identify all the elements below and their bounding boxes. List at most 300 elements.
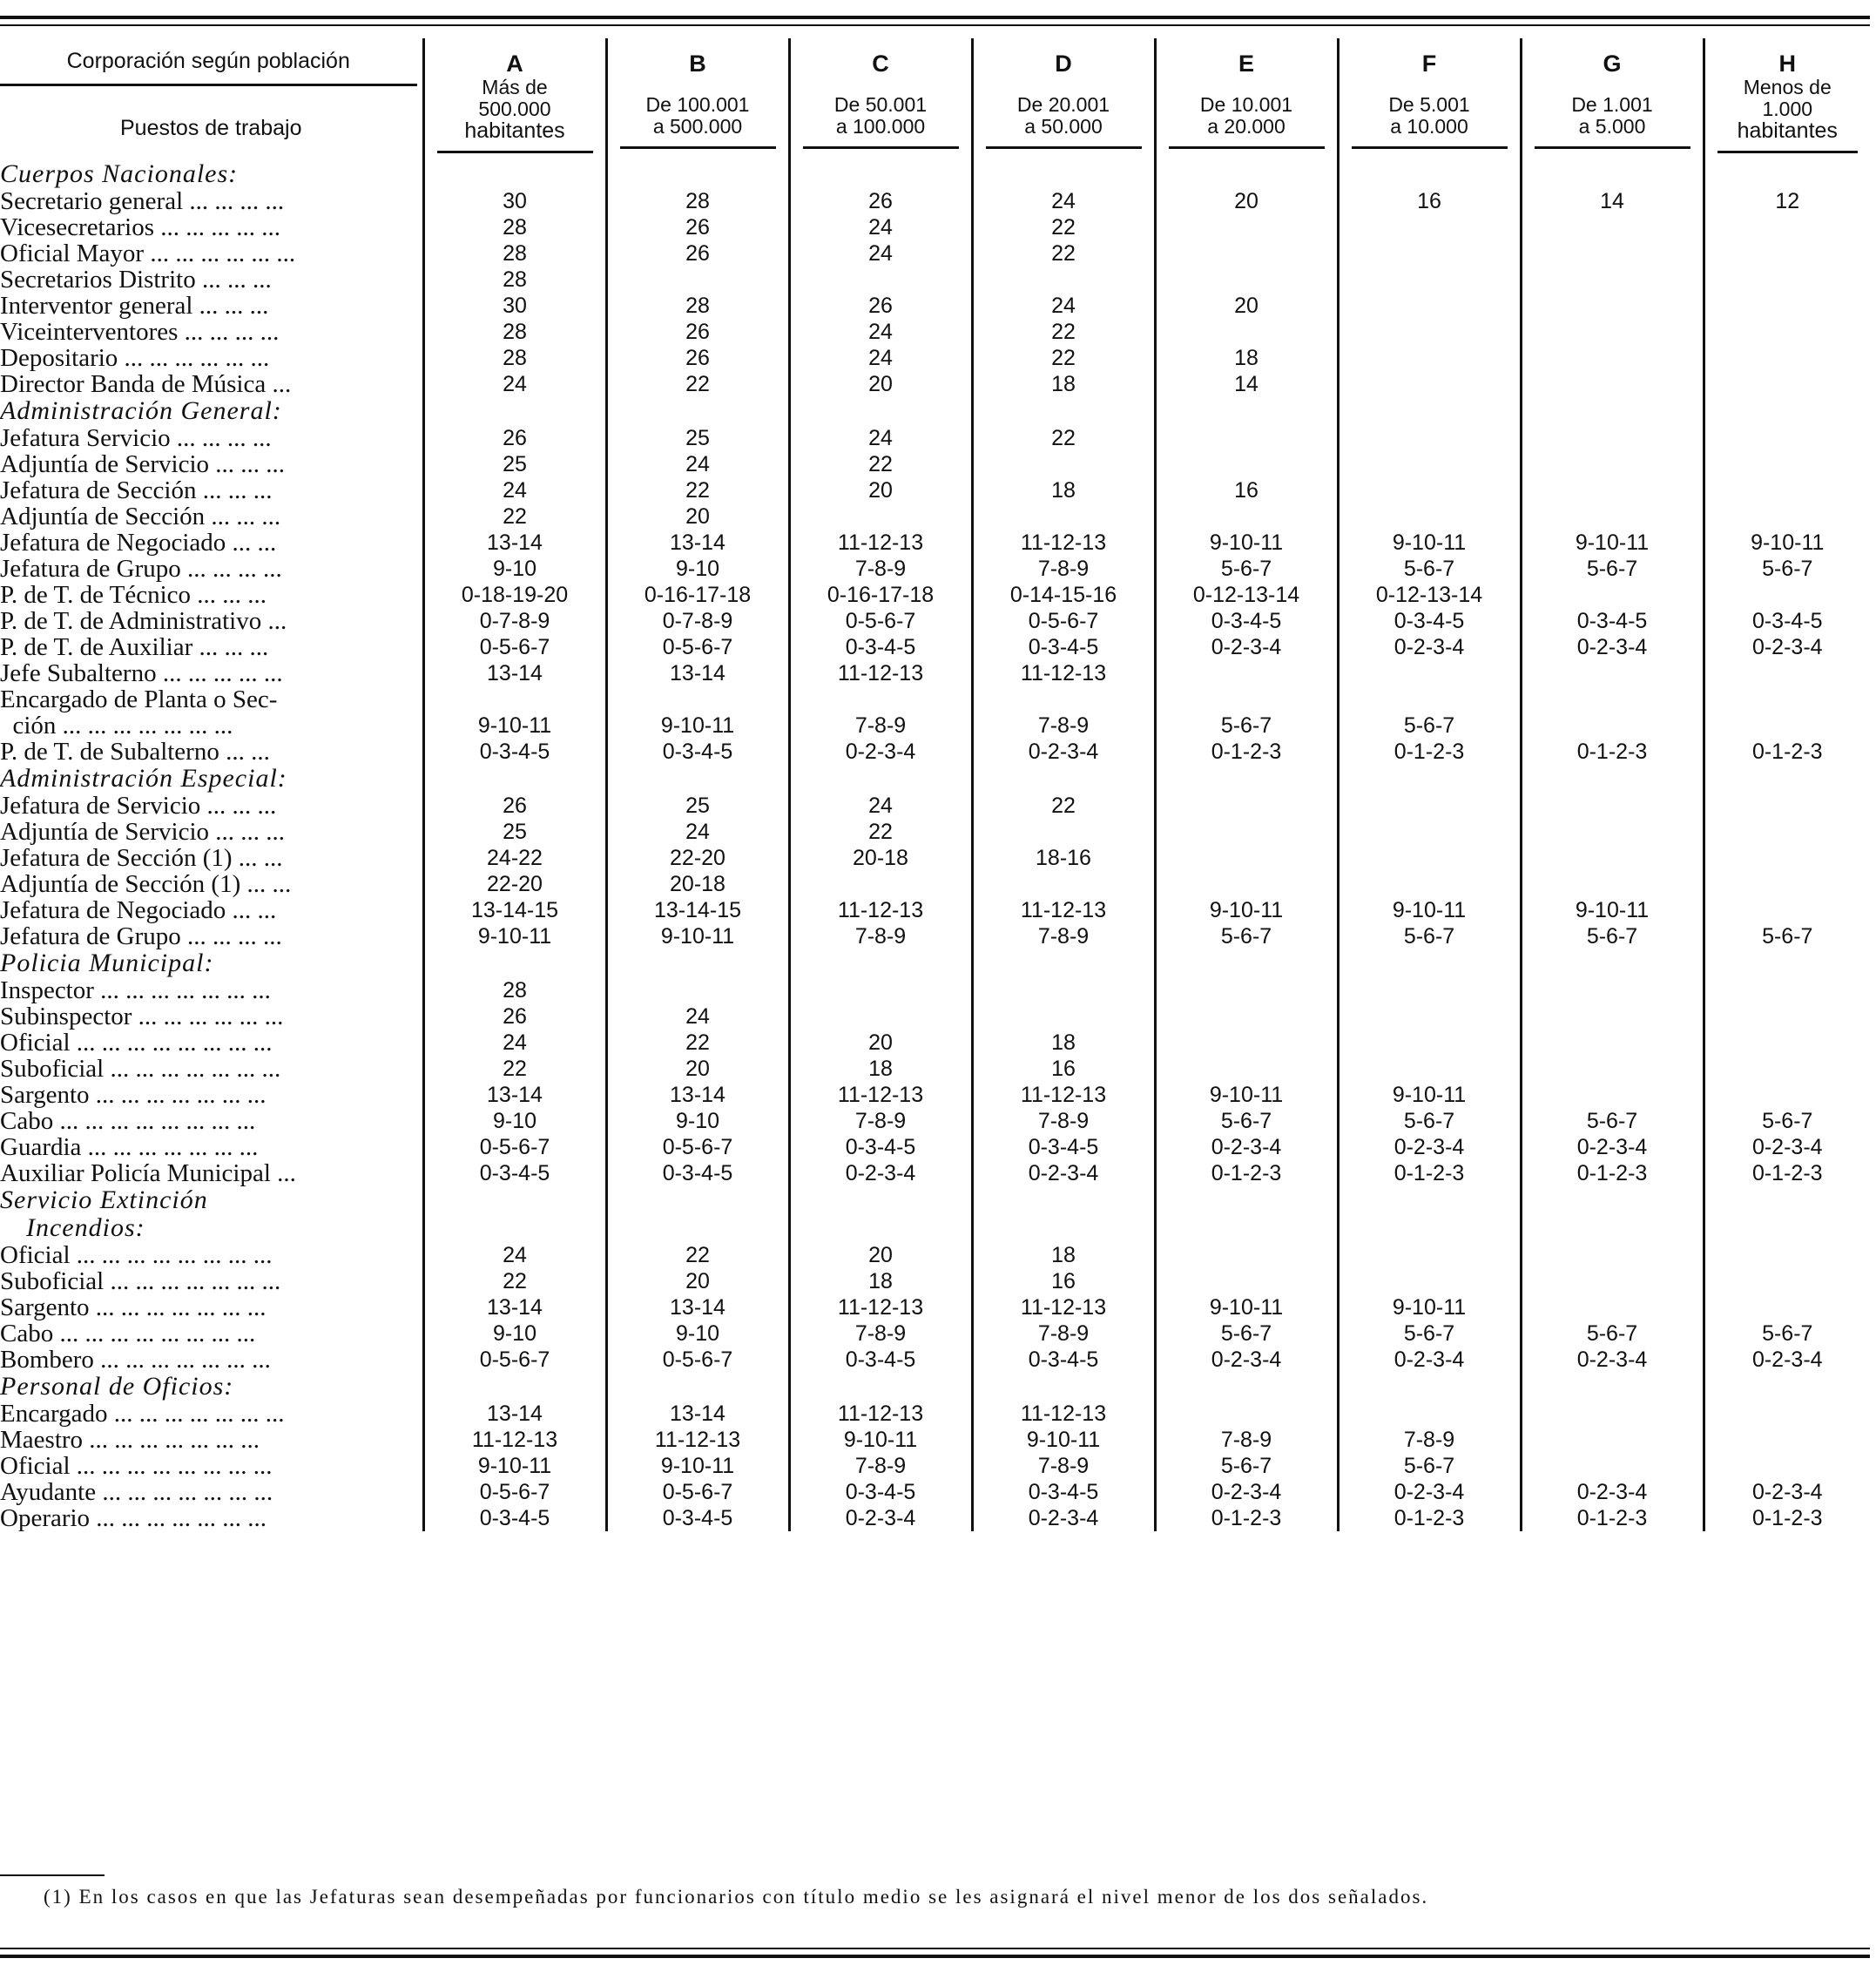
column-range xyxy=(803,94,959,149)
level-cell: 20-18 xyxy=(789,845,972,871)
table-body xyxy=(0,160,1870,1531)
level-cell: 20 xyxy=(789,1242,972,1268)
level-cell xyxy=(1338,319,1521,345)
table-row xyxy=(0,451,1870,477)
column-range-line: De 20.001 xyxy=(1016,93,1110,116)
row-label: Adjuntía de Servicio ... ... ... xyxy=(0,450,286,478)
row-label: Guardia ... ... ... ... ... ... ... xyxy=(0,1133,259,1161)
header-corner-cell xyxy=(0,38,423,160)
section-spacer-cell xyxy=(1338,160,1521,188)
level-cell xyxy=(1521,425,1704,451)
level-cell xyxy=(1338,845,1521,871)
table-row xyxy=(0,1160,1870,1186)
table-row xyxy=(0,739,1870,765)
level-cell: 20 xyxy=(606,1056,789,1082)
level-cell xyxy=(1521,819,1704,845)
section-spacer-cell xyxy=(423,1373,606,1401)
level-cell: 20 xyxy=(606,1268,789,1294)
level-cell: 18 xyxy=(789,1056,972,1082)
level-cell: 28 xyxy=(423,267,606,293)
level-cell: 5-6-7 xyxy=(1521,1320,1704,1347)
level-cell: 28 xyxy=(423,977,606,1003)
level-cell: 13-14 xyxy=(606,1294,789,1320)
section-spacer-cell xyxy=(606,160,789,188)
level-cell xyxy=(1521,1003,1704,1030)
level-cell: 11-12-13 xyxy=(789,897,972,923)
column-letter: H xyxy=(1778,51,1796,77)
table-row xyxy=(0,1003,1870,1030)
level-cell: 28 xyxy=(606,293,789,319)
level-cell: 9-10-11 xyxy=(1521,897,1704,923)
level-cell xyxy=(606,267,789,293)
section-spacer-cell xyxy=(606,949,789,977)
level-cell: 22-20 xyxy=(423,871,606,897)
level-cell: 0-3-4-5 xyxy=(972,1347,1155,1373)
level-cell xyxy=(972,267,1155,293)
level-cell: 20 xyxy=(1155,188,1338,214)
table-row xyxy=(0,1505,1870,1531)
level-cell: 13-14 xyxy=(423,660,606,686)
row-label: Ayudante ... ... ... ... ... ... ... xyxy=(0,1478,273,1506)
level-cell xyxy=(1704,686,1870,712)
level-cell: 0-2-3-4 xyxy=(789,1160,972,1186)
section-spacer-cell xyxy=(1521,397,1704,425)
table-row xyxy=(0,1056,1870,1082)
section-title-text: Cuerpos Nacionales: xyxy=(0,159,239,188)
level-cell: 18 xyxy=(972,477,1155,503)
level-cell xyxy=(1521,1082,1704,1108)
table-row xyxy=(0,712,1870,739)
section-spacer-cell xyxy=(789,765,972,793)
column-header-d xyxy=(972,38,1155,160)
level-cell xyxy=(1155,214,1338,240)
level-cell: 0-2-3-4 xyxy=(972,739,1155,765)
level-cell xyxy=(972,871,1155,897)
level-cell: 9-10-11 xyxy=(606,1453,789,1479)
level-cell xyxy=(1704,1453,1870,1479)
level-cell xyxy=(1338,477,1521,503)
level-cell: 5-6-7 xyxy=(1155,556,1338,582)
level-cell xyxy=(1704,871,1870,897)
level-cell xyxy=(1704,1030,1870,1056)
row-label: P. de T. de Subalterno ... ... xyxy=(0,738,270,766)
level-cell: 0-3-4-5 xyxy=(606,1160,789,1186)
level-cell: 9-10-11 xyxy=(423,712,606,739)
section-spacer-cell xyxy=(423,397,606,425)
level-cell: 22-20 xyxy=(606,845,789,871)
level-cell: 13-14 xyxy=(423,1401,606,1427)
row-label: Maestro ... ... ... ... ... ... ... xyxy=(0,1426,260,1454)
level-cell: 28 xyxy=(423,214,606,240)
level-cell: 0-3-4-5 xyxy=(789,1479,972,1505)
level-cell: 11-12-13 xyxy=(972,1401,1155,1427)
level-cell: 20 xyxy=(606,503,789,530)
level-cell: 0-1-2-3 xyxy=(1704,1160,1870,1186)
level-cell xyxy=(1704,977,1870,1003)
level-cell: 7-8-9 xyxy=(789,1453,972,1479)
level-cell: 0-2-3-4 xyxy=(1155,1134,1338,1160)
level-cell xyxy=(1338,345,1521,371)
level-cell: 0-3-4-5 xyxy=(1338,608,1521,634)
level-cell: 7-8-9 xyxy=(789,1108,972,1134)
section-title-text: Incendios: xyxy=(26,1213,145,1242)
column-header-a xyxy=(423,38,606,160)
level-cell: 7-8-9 xyxy=(789,556,972,582)
level-cell xyxy=(1338,1401,1521,1427)
level-cell: 0-1-2-3 xyxy=(1521,1505,1704,1531)
section-spacer-cell xyxy=(789,1186,972,1242)
column-range-line: a 100.000 xyxy=(835,115,926,138)
row-label: Jefatura de Sección (1) ... ... xyxy=(0,844,283,872)
row-label: Encargado de Planta o Sec- xyxy=(0,685,278,713)
level-cell: 5-6-7 xyxy=(1521,556,1704,582)
level-cell xyxy=(1704,503,1870,530)
level-cell: 22 xyxy=(972,345,1155,371)
level-cell: 16 xyxy=(1155,477,1338,503)
level-cell: 9-10-11 xyxy=(1155,1294,1338,1320)
level-cell: 30 xyxy=(423,293,606,319)
level-cell xyxy=(1521,477,1704,503)
level-cell: 22 xyxy=(606,477,789,503)
column-letter: B xyxy=(689,51,706,77)
section-spacer-cell xyxy=(1338,1373,1521,1401)
level-cell: 9-10-11 xyxy=(423,1453,606,1479)
level-cell xyxy=(606,686,789,712)
level-cell: 7-8-9 xyxy=(972,1320,1155,1347)
level-cell xyxy=(1338,686,1521,712)
level-cell xyxy=(1704,1056,1870,1082)
level-cell: 0-5-6-7 xyxy=(789,608,972,634)
section-title xyxy=(0,765,423,793)
level-cell: 26 xyxy=(789,188,972,214)
column-range-line: a 10.000 xyxy=(1390,115,1468,138)
table-row xyxy=(0,267,1870,293)
level-cell xyxy=(1521,1242,1704,1268)
column-range-line: 1.000 xyxy=(1762,98,1813,120)
level-cell: 0-2-3-4 xyxy=(1521,634,1704,660)
level-cell: 0-3-4-5 xyxy=(789,634,972,660)
level-cell xyxy=(1155,819,1338,845)
table-row xyxy=(0,1268,1870,1294)
table-row xyxy=(0,1453,1870,1479)
level-cell: 26 xyxy=(423,1003,606,1030)
row-label: Secretario general ... ... ... ... xyxy=(0,187,285,215)
level-cell: 22 xyxy=(606,1030,789,1056)
row-label: P. de T. de Administrativo ... xyxy=(0,607,287,635)
row-label: Jefatura Servicio ... ... ... ... xyxy=(0,424,272,452)
level-cell xyxy=(1155,425,1338,451)
section-spacer-cell xyxy=(1338,765,1521,793)
section-spacer-cell xyxy=(789,160,972,188)
level-cell xyxy=(1704,371,1870,397)
column-range xyxy=(1717,77,1859,153)
table-row xyxy=(0,871,1870,897)
level-cell: 0-2-3-4 xyxy=(789,739,972,765)
level-cell xyxy=(1338,660,1521,686)
level-cell: 25 xyxy=(423,819,606,845)
level-cell: 0-2-3-4 xyxy=(1155,634,1338,660)
level-cell: 0-3-4-5 xyxy=(789,1347,972,1373)
table-row xyxy=(0,793,1870,819)
level-cell: 5-6-7 xyxy=(1704,556,1870,582)
section-heading-row xyxy=(0,397,1870,425)
column-range-line: a 5.000 xyxy=(1578,115,1646,138)
level-cell: 11-12-13 xyxy=(972,1294,1155,1320)
level-cell xyxy=(1704,345,1870,371)
column-range xyxy=(437,77,593,153)
level-cell: 0-3-4-5 xyxy=(423,1505,606,1531)
level-cell xyxy=(1521,503,1704,530)
table-row xyxy=(0,425,1870,451)
level-cell xyxy=(1155,503,1338,530)
level-cell: 0-5-6-7 xyxy=(423,1479,606,1505)
level-cell: 25 xyxy=(606,425,789,451)
level-cell xyxy=(606,977,789,1003)
level-cell: 7-8-9 xyxy=(972,1108,1155,1134)
level-cell xyxy=(1338,1030,1521,1056)
row-label: Cabo ... ... ... ... ... ... ... ... xyxy=(0,1107,256,1135)
level-cell: 5-6-7 xyxy=(1704,923,1870,949)
section-title-text: Servicio Extinción xyxy=(0,1185,208,1214)
level-cell xyxy=(1521,1030,1704,1056)
level-cell: 9-10 xyxy=(423,556,606,582)
level-cell: 11-12-13 xyxy=(423,1427,606,1453)
level-cell: 22 xyxy=(606,371,789,397)
level-cell xyxy=(972,686,1155,712)
level-cell: 5-6-7 xyxy=(1338,556,1521,582)
section-spacer-cell xyxy=(972,1373,1155,1401)
row-label: Director Banda de Música ... xyxy=(0,370,292,398)
level-cell xyxy=(1704,793,1870,819)
level-cell: 13-14 xyxy=(423,1294,606,1320)
section-title-text: Administración Especial: xyxy=(0,764,287,793)
level-cell: 11-12-13 xyxy=(972,897,1155,923)
section-spacer-cell xyxy=(972,765,1155,793)
section-title-text: Administración General: xyxy=(0,396,282,425)
table-row xyxy=(0,477,1870,503)
row-label: P. de T. de Técnico ... ... ... xyxy=(0,581,267,609)
level-cell: 18-16 xyxy=(972,845,1155,871)
section-spacer-cell xyxy=(1521,1373,1704,1401)
level-cell: 13-14 xyxy=(606,1401,789,1427)
level-cell: 9-10-11 xyxy=(789,1427,972,1453)
level-cell xyxy=(1521,293,1704,319)
level-cell xyxy=(1704,1242,1870,1268)
level-cell: 13-14 xyxy=(423,1082,606,1108)
level-cell xyxy=(789,871,972,897)
column-range xyxy=(986,94,1142,149)
section-heading-row xyxy=(0,765,1870,793)
level-cell xyxy=(1155,240,1338,267)
level-cell xyxy=(1338,1268,1521,1294)
table-row xyxy=(0,503,1870,530)
level-cell: 16 xyxy=(972,1268,1155,1294)
section-heading-row xyxy=(0,949,1870,977)
level-cell: 0-2-3-4 xyxy=(1521,1479,1704,1505)
level-cell xyxy=(1338,819,1521,845)
column-range-line: Más de xyxy=(482,76,548,98)
table-row xyxy=(0,1082,1870,1108)
level-cell: 26 xyxy=(423,793,606,819)
level-cell: 24 xyxy=(789,345,972,371)
level-cell xyxy=(1338,451,1521,477)
level-cell xyxy=(1521,845,1704,871)
level-cell xyxy=(1338,503,1521,530)
level-cell: 22 xyxy=(972,214,1155,240)
level-cell: 0-2-3-4 xyxy=(1704,1134,1870,1160)
level-cell xyxy=(1521,345,1704,371)
column-range-line: Menos de xyxy=(1743,76,1832,98)
level-cell xyxy=(1155,660,1338,686)
section-heading-row xyxy=(0,160,1870,188)
section-spacer-cell xyxy=(1704,1186,1870,1242)
level-cell xyxy=(1521,267,1704,293)
level-cell xyxy=(1155,1056,1338,1082)
level-cell: 0-12-13-14 xyxy=(1155,582,1338,608)
row-label: Jefatura de Grupo ... ... ... ... xyxy=(0,922,282,950)
level-cell: 13-14 xyxy=(606,1082,789,1108)
row-label: Subinspector ... ... ... ... ... ... xyxy=(0,1003,284,1030)
level-cell: 0-3-4-5 xyxy=(606,1505,789,1531)
section-spacer-cell xyxy=(1521,949,1704,977)
level-cell: 20-18 xyxy=(606,871,789,897)
level-cell xyxy=(1338,793,1521,819)
level-cell xyxy=(789,267,972,293)
level-cell xyxy=(1338,267,1521,293)
table-row xyxy=(0,845,1870,871)
level-cell xyxy=(1338,871,1521,897)
level-cell xyxy=(1155,871,1338,897)
level-cell: 7-8-9 xyxy=(972,1453,1155,1479)
table-row xyxy=(0,660,1870,686)
level-cell xyxy=(1155,845,1338,871)
level-cell: 0-1-2-3 xyxy=(1338,1505,1521,1531)
section-spacer-cell xyxy=(1704,765,1870,793)
level-cell: 9-10 xyxy=(606,556,789,582)
level-cell: 0-2-3-4 xyxy=(1338,634,1521,660)
table-row xyxy=(0,319,1870,345)
level-cell: 9-10-11 xyxy=(1155,897,1338,923)
level-cell: 20 xyxy=(1155,293,1338,319)
table-row xyxy=(0,188,1870,214)
top-rule-thick xyxy=(0,16,1870,19)
table-row xyxy=(0,1427,1870,1453)
level-cell: 7-8-9 xyxy=(789,712,972,739)
level-cell: 24 xyxy=(789,425,972,451)
level-cell xyxy=(1155,1401,1338,1427)
level-cell xyxy=(1338,977,1521,1003)
level-cell: 0-5-6-7 xyxy=(606,634,789,660)
level-cell: 22 xyxy=(423,1268,606,1294)
level-cell xyxy=(1155,1268,1338,1294)
level-cell: 24-22 xyxy=(423,845,606,871)
level-cell: 24 xyxy=(972,188,1155,214)
row-label: Oficial ... ... ... ... ... ... ... ... xyxy=(0,1029,273,1057)
level-cell xyxy=(1338,1003,1521,1030)
level-cell: 0-3-4-5 xyxy=(606,739,789,765)
level-cell: 5-6-7 xyxy=(1338,1108,1521,1134)
level-cell: 24 xyxy=(423,477,606,503)
level-cell: 24 xyxy=(606,1003,789,1030)
level-cell xyxy=(1704,897,1870,923)
level-cell xyxy=(1704,1268,1870,1294)
level-cell: 0-7-8-9 xyxy=(606,608,789,634)
level-cell: 9-10 xyxy=(423,1320,606,1347)
level-cell: 0-14-15-16 xyxy=(972,582,1155,608)
column-header-c xyxy=(789,38,972,160)
level-cell xyxy=(423,686,606,712)
level-cell: 7-8-9 xyxy=(972,556,1155,582)
column-range-line: habitantes xyxy=(464,118,565,143)
column-range xyxy=(1169,94,1325,149)
table-row xyxy=(0,293,1870,319)
level-cell: 26 xyxy=(606,345,789,371)
level-cell xyxy=(1704,214,1870,240)
levels-table xyxy=(0,38,1870,1531)
level-cell xyxy=(1521,1453,1704,1479)
level-cell: 9-10-11 xyxy=(972,1427,1155,1453)
level-cell: 18 xyxy=(972,1030,1155,1056)
row-label: Jefatura de Negociado ... ... xyxy=(0,529,277,557)
section-spacer-cell xyxy=(1155,1373,1338,1401)
row-label: Viceinterventores ... ... ... ... xyxy=(0,318,280,346)
level-cell xyxy=(1338,1242,1521,1268)
level-cell xyxy=(1155,977,1338,1003)
level-cell: 22 xyxy=(972,240,1155,267)
level-cell: 11-12-13 xyxy=(606,1427,789,1453)
level-cell: 24 xyxy=(423,1030,606,1056)
level-cell xyxy=(789,503,972,530)
level-cell: 28 xyxy=(423,345,606,371)
row-label: Secretarios Distrito ... ... ... xyxy=(0,266,272,294)
level-cell xyxy=(1521,371,1704,397)
level-cell: 0-3-4-5 xyxy=(972,634,1155,660)
level-cell: 22 xyxy=(972,425,1155,451)
level-cell xyxy=(1704,582,1870,608)
level-cell: 26 xyxy=(606,214,789,240)
level-cell xyxy=(1338,214,1521,240)
bottom-rule-thick xyxy=(0,1955,1870,1958)
level-cell xyxy=(1704,1082,1870,1108)
column-letter: A xyxy=(506,51,523,77)
level-cell xyxy=(1704,477,1870,503)
column-range-line: a 20.000 xyxy=(1207,115,1286,138)
row-label: Suboficial ... ... ... ... ... ... ... xyxy=(0,1267,281,1295)
level-cell xyxy=(1155,686,1338,712)
section-title-text: Personal de Oficios: xyxy=(0,1372,234,1401)
level-cell: 0-16-17-18 xyxy=(789,582,972,608)
table-row xyxy=(0,1242,1870,1268)
table-row xyxy=(0,1320,1870,1347)
level-cell xyxy=(1521,712,1704,739)
level-cell xyxy=(1521,977,1704,1003)
level-cell: 0-3-4-5 xyxy=(972,1134,1155,1160)
level-cell xyxy=(1521,1427,1704,1453)
level-cell xyxy=(1521,240,1704,267)
section-spacer-cell xyxy=(606,1373,789,1401)
level-cell: 7-8-9 xyxy=(1155,1427,1338,1453)
level-cell: 0-1-2-3 xyxy=(1338,1160,1521,1186)
column-range-line: a 500.000 xyxy=(652,115,743,138)
table-row xyxy=(0,530,1870,556)
level-cell: 26 xyxy=(606,240,789,267)
row-label: Operario ... ... ... ... ... ... ... xyxy=(0,1504,267,1532)
level-cell xyxy=(1155,451,1338,477)
section-spacer-cell xyxy=(423,1186,606,1242)
column-letter: C xyxy=(872,51,889,77)
row-label: P. de T. de Auxiliar ... ... ... xyxy=(0,633,269,661)
level-cell: 24 xyxy=(423,1242,606,1268)
